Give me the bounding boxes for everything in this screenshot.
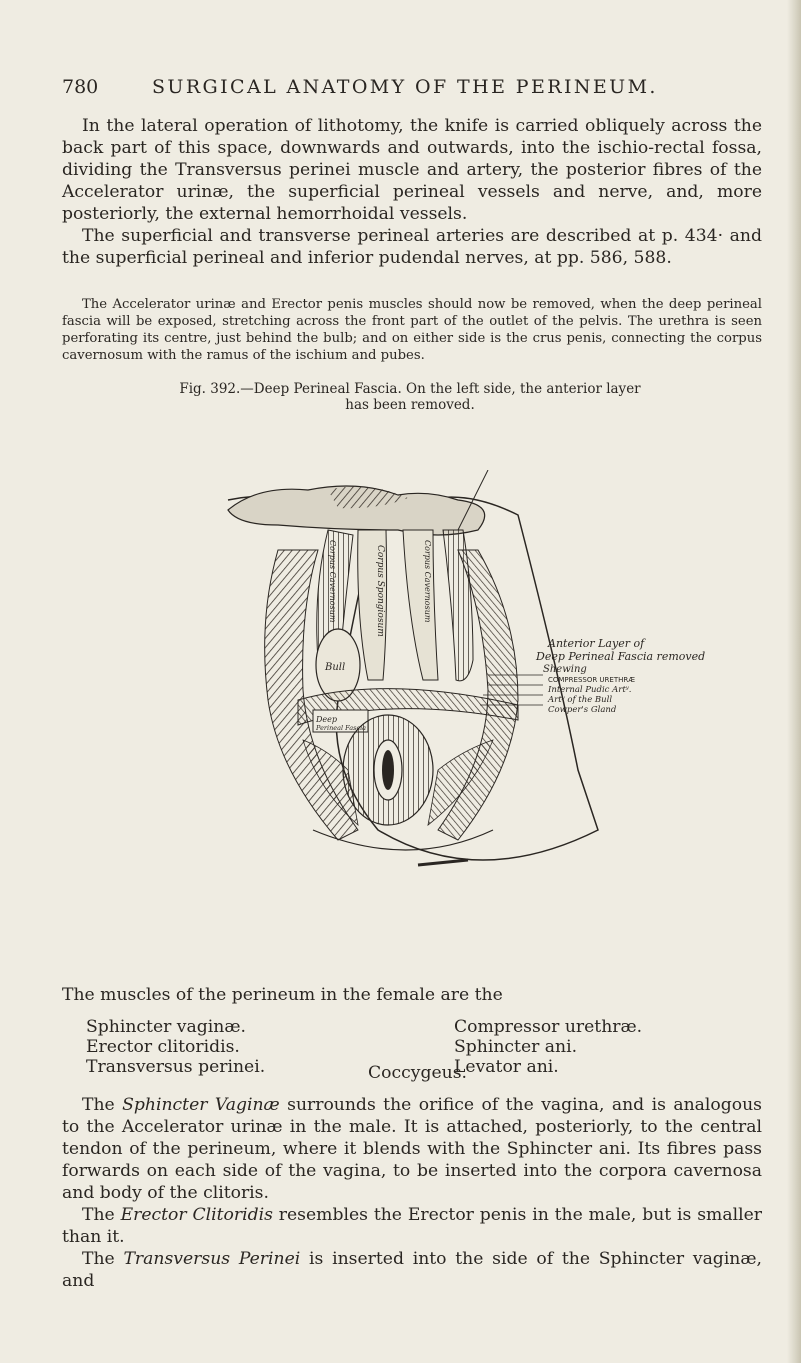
paragraph [62, 1094, 762, 1204]
muscles-intro: The muscles of the perineum in the female are the [62, 985, 503, 1005]
paragraph: The Accelerator urinæ and Erector penis muscles should now be removed, when the deep perineal fascia will be exposed, stretching across the front part of the outlet of the pelvis. The urethra is seen perforating its centre, just behind the bulb; and on either side is the crus penis, connecting the corpus cavernosum with the ramus of the ischium and pubes. [62, 297, 762, 363]
paragraph-text: is inserted into the side of the Sphincter vaginæ, and [62, 1249, 762, 1291]
label-compressor-urethrae: COMPRESSOR URETHRÆ [548, 676, 636, 684]
muscle-item: Erector clitoridis. [86, 1037, 240, 1057]
muscle-item: Sphincter vaginæ. [86, 1017, 246, 1037]
muscle-list-left [86, 1017, 265, 1077]
caption-line: Fig. 392.—Deep Perineal Fascia. On the left side, the anterior layer [179, 381, 641, 397]
paragraph: In the lateral operation of lithotomy, the knife is carried obliquely across the back part of this space, downwards and outwards, into the ischio-rectal fossa, dividing the Transversus perinei muscle and artery, the posterior fibres of the Accelerator urinæ, the superficial perineal vessels and nerve, and, more posteriorly, the external hemorrhoidal vessels. [62, 116, 762, 224]
label-artery-of-bulb: Artʸ of the Bull [548, 695, 613, 705]
paragraph: The superficial and transverse perineal arteries are described at p. 434· and the superficial perineal and inferior pudendal nerves, at pp. 586, 588. [62, 226, 762, 268]
term: Sphincter Vaginæ [122, 1095, 280, 1115]
bottom-paragraphs [62, 1094, 762, 1292]
figure-illustration [218, 470, 718, 870]
label-cowpers-gland: Cowper's Gland [548, 705, 617, 715]
page-number: 780 [62, 76, 99, 98]
label-anterior-layer: Anterior Layer of [548, 637, 645, 650]
coccyx-tip [418, 860, 468, 865]
muscle-item: Compressor urethræ. [454, 1017, 643, 1037]
paragraph-prefix: The [82, 1095, 123, 1115]
muscle-item: Levator ani. [454, 1057, 559, 1077]
label-perineal-fascia: Perineal Fascia [316, 724, 367, 732]
paragraph-prefix: The [82, 1249, 124, 1269]
label-corpus-cavernosum-right: Corpus Cavernosum [423, 540, 432, 623]
paragraph [62, 1248, 762, 1292]
label-bulb: Bull [325, 662, 346, 673]
term: Erector Clitoridis [120, 1205, 273, 1225]
label-internal-pudic-artery: Internal Pudic Artʸ. [548, 685, 632, 695]
muscle-item-coccygeus: Coccygeus. [368, 1063, 467, 1083]
muscle-item: Transversus perinei. [86, 1057, 266, 1077]
top-paragraphs [62, 115, 762, 269]
label-shewing: Shewing [543, 664, 587, 675]
label-corpus-cavernosum-left: Corpus Cavernosum [328, 540, 337, 623]
anatomical-figure [218, 470, 718, 870]
paragraph-prefix: The [82, 1205, 121, 1225]
muscle-item: Sphincter ani. [454, 1037, 578, 1057]
figure-caption [140, 381, 680, 413]
paragraph-text: surrounds the orifice of the vagina, and is analogous to the Accelerator urinæ in the male. It is attached, posteriorly, to the central tendon of the perineum, where it blends with the Sphincter ani. Its fibres pass forwards on each side of the vagina, to be inserted into the corpora cavernosa and body of the clitoris. [62, 1095, 762, 1203]
page-edge [787, 0, 801, 1363]
paragraph [62, 1204, 762, 1248]
muscle-list-right [454, 1017, 642, 1077]
term: Transversus Perinei [123, 1249, 301, 1269]
caption-line: has been removed. [345, 397, 475, 413]
label-corpus-spongiosum: Corpus Spongiosum [375, 545, 385, 637]
paragraph-text: resembles the Erector penis in the male, but is smaller than it. [62, 1205, 762, 1247]
small-print-paragraph [62, 296, 762, 364]
label-deep-perineal-fascia-removed: Deep Perineal Fascia removed [536, 650, 706, 663]
page-header [62, 76, 752, 100]
anal-opening [382, 750, 394, 790]
running-title: SURGICAL ANATOMY OF THE PERINEUM. [152, 76, 658, 98]
label-deep: Deep [316, 715, 338, 724]
